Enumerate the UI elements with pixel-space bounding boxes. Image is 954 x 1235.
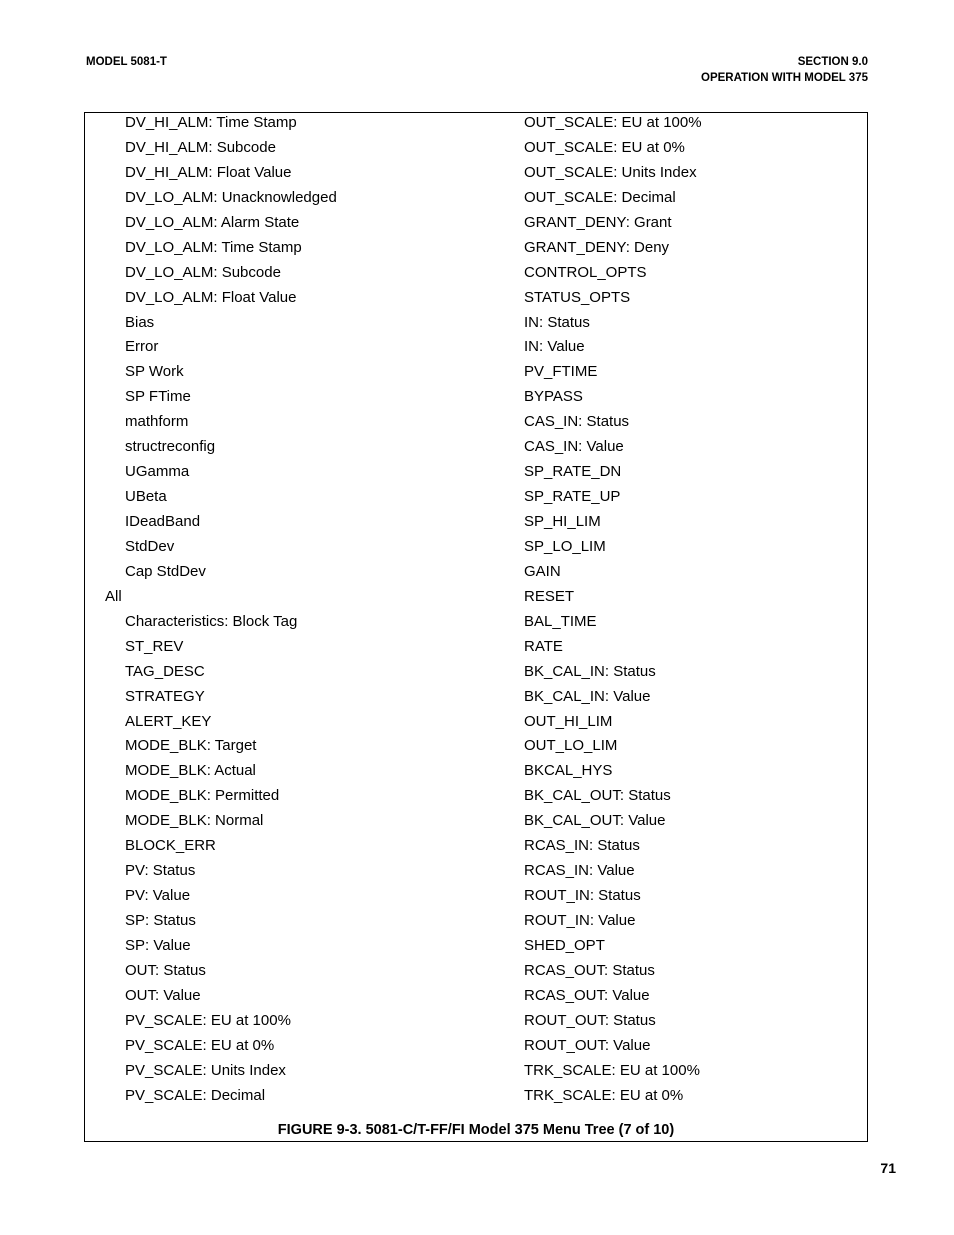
- figure-frame: [84, 112, 868, 1142]
- menu-item: PV_FTIME: [524, 363, 598, 381]
- menu-item: UGamma: [125, 463, 190, 481]
- menu-item: ROUT_OUT: Value: [524, 1036, 651, 1054]
- menu-item: DV_LO_ALM: Time Stamp: [125, 238, 302, 256]
- menu-item: Cap StdDev: [125, 562, 206, 580]
- menu-item: DV_HI_ALM: Time Stamp: [125, 114, 297, 131]
- menu-item: OUT_LO_LIM: [524, 737, 618, 755]
- menu-item: STATUS_OPTS: [524, 288, 631, 306]
- menu-item: RESET: [524, 587, 575, 605]
- menu-item: BK_CAL_IN: Status: [524, 662, 656, 680]
- section-number: SECTION 9.0: [797, 56, 868, 68]
- menu-item: SP: Status: [125, 912, 196, 929]
- menu-item: GAIN: [524, 562, 561, 580]
- menu-item: SP: Value: [125, 936, 191, 954]
- menu-item: BKCAL_HYS: [524, 762, 613, 780]
- running-header-section: [701, 54, 868, 86]
- menu-item: OUT_SCALE: Units Index: [524, 163, 697, 181]
- menu-item: Bias: [125, 313, 155, 331]
- menu-item: RCAS_IN: Status: [524, 837, 640, 855]
- menu-item: RCAS_OUT: Value: [524, 986, 650, 1004]
- menu-item: SP Work: [125, 363, 184, 381]
- menu-item: SP_RATE_UP: [524, 488, 621, 506]
- menu-item: STRATEGY: [125, 687, 205, 705]
- menu-item: mathform: [125, 413, 189, 431]
- menu-item: UBeta: [125, 488, 167, 506]
- menu-item: PV: Value: [125, 887, 191, 905]
- menu-item: RCAS_IN: Value: [524, 862, 635, 880]
- menu-item: OUT: Value: [125, 986, 201, 1004]
- menu-item: DV_LO_ALM: Float Value: [125, 288, 297, 306]
- menu-item: TRK_SCALE: EU at 0%: [524, 1086, 684, 1104]
- menu-item: DV_HI_ALM: Subcode: [125, 138, 276, 156]
- menu-item: ST_REV: [125, 637, 184, 655]
- menu-item: OUT_SCALE: EU at 100%: [524, 114, 702, 131]
- menu-item: CAS_IN: Status: [524, 413, 630, 431]
- menu-item: PV_SCALE: EU at 100%: [125, 1011, 291, 1029]
- menu-item: OUT_SCALE: EU at 0%: [524, 138, 685, 156]
- menu-item: Error: [125, 338, 159, 356]
- menu-item: BK_CAL_IN: Value: [524, 687, 651, 705]
- menu-item: GRANT_DENY: Deny: [524, 238, 670, 256]
- menu-item: MODE_BLK: Target: [125, 737, 257, 755]
- menu-item: TAG_DESC: [125, 662, 205, 680]
- menu-item: RCAS_OUT: Status: [524, 961, 655, 979]
- section-title: OPERATION WITH MODEL 375: [701, 72, 868, 84]
- menu-item: All: [105, 587, 122, 605]
- menu-item: IN: Status: [524, 313, 590, 331]
- menu-item: IDeadBand: [125, 513, 201, 530]
- menu-item: MODE_BLK: Permitted: [125, 787, 280, 805]
- menu-item: StdDev: [125, 537, 175, 555]
- menu-item: SP_LO_LIM: [524, 537, 606, 555]
- menu-item: SP FTime: [125, 388, 191, 406]
- menu-item: ALERT_KEY: [125, 712, 212, 730]
- menu-item: Characteristics: Block Tag: [125, 612, 298, 630]
- menu-item: MODE_BLK: Actual: [125, 762, 256, 780]
- menu-item: PV_SCALE: EU at 0%: [125, 1036, 275, 1054]
- menu-item: ROUT_OUT: Status: [524, 1011, 656, 1029]
- menu-item: PV_SCALE: Decimal: [125, 1086, 266, 1104]
- running-header-model: MODEL 5081-T: [86, 56, 167, 68]
- menu-item: OUT_SCALE: Decimal: [524, 188, 676, 206]
- menu-tree-left-column: [85, 113, 485, 1111]
- menu-item: BAL_TIME: [524, 612, 597, 630]
- menu-item: PV: Status: [125, 862, 196, 880]
- menu-item: ROUT_IN: Value: [524, 912, 636, 929]
- menu-item: RATE: [524, 637, 563, 655]
- menu-item: structreconfig: [125, 438, 216, 456]
- menu-item: MODE_BLK: Normal: [125, 812, 264, 830]
- menu-item: BLOCK_ERR: [125, 837, 216, 855]
- menu-item: OUT: Status: [125, 961, 206, 979]
- menu-item: DV_LO_ALM: Alarm State: [125, 213, 300, 231]
- page-number: 71: [880, 1160, 896, 1176]
- menu-item: DV_HI_ALM: Float Value: [125, 163, 292, 181]
- menu-item: SP_HI_LIM: [524, 513, 601, 530]
- figure-caption: FIGURE 9-3. 5081-C/T-FF/FI Model 375 Menu Tree (7 of 10): [277, 1122, 675, 1138]
- menu-item: CONTROL_OPTS: [524, 263, 647, 281]
- menu-item: DV_LO_ALM: Unacknowledged: [125, 188, 337, 206]
- menu-item: PV_SCALE: Units Index: [125, 1061, 286, 1079]
- menu-item: BK_CAL_OUT: Status: [524, 787, 671, 805]
- menu-item: OUT_HI_LIM: [524, 712, 613, 730]
- menu-item: SHED_OPT: [524, 936, 605, 954]
- menu-item: BYPASS: [524, 388, 583, 406]
- menu-item: DV_LO_ALM: Subcode: [125, 263, 281, 281]
- menu-item: GRANT_DENY: Grant: [524, 213, 672, 231]
- menu-item: CAS_IN: Value: [524, 438, 624, 456]
- menu-tree-right-column: [524, 113, 864, 1111]
- menu-item: SP_RATE_DN: [524, 463, 622, 481]
- menu-item: BK_CAL_OUT: Value: [524, 812, 666, 830]
- menu-item: IN: Value: [524, 338, 585, 356]
- menu-item: TRK_SCALE: EU at 100%: [524, 1061, 700, 1079]
- menu-item: ROUT_IN: Status: [524, 887, 641, 905]
